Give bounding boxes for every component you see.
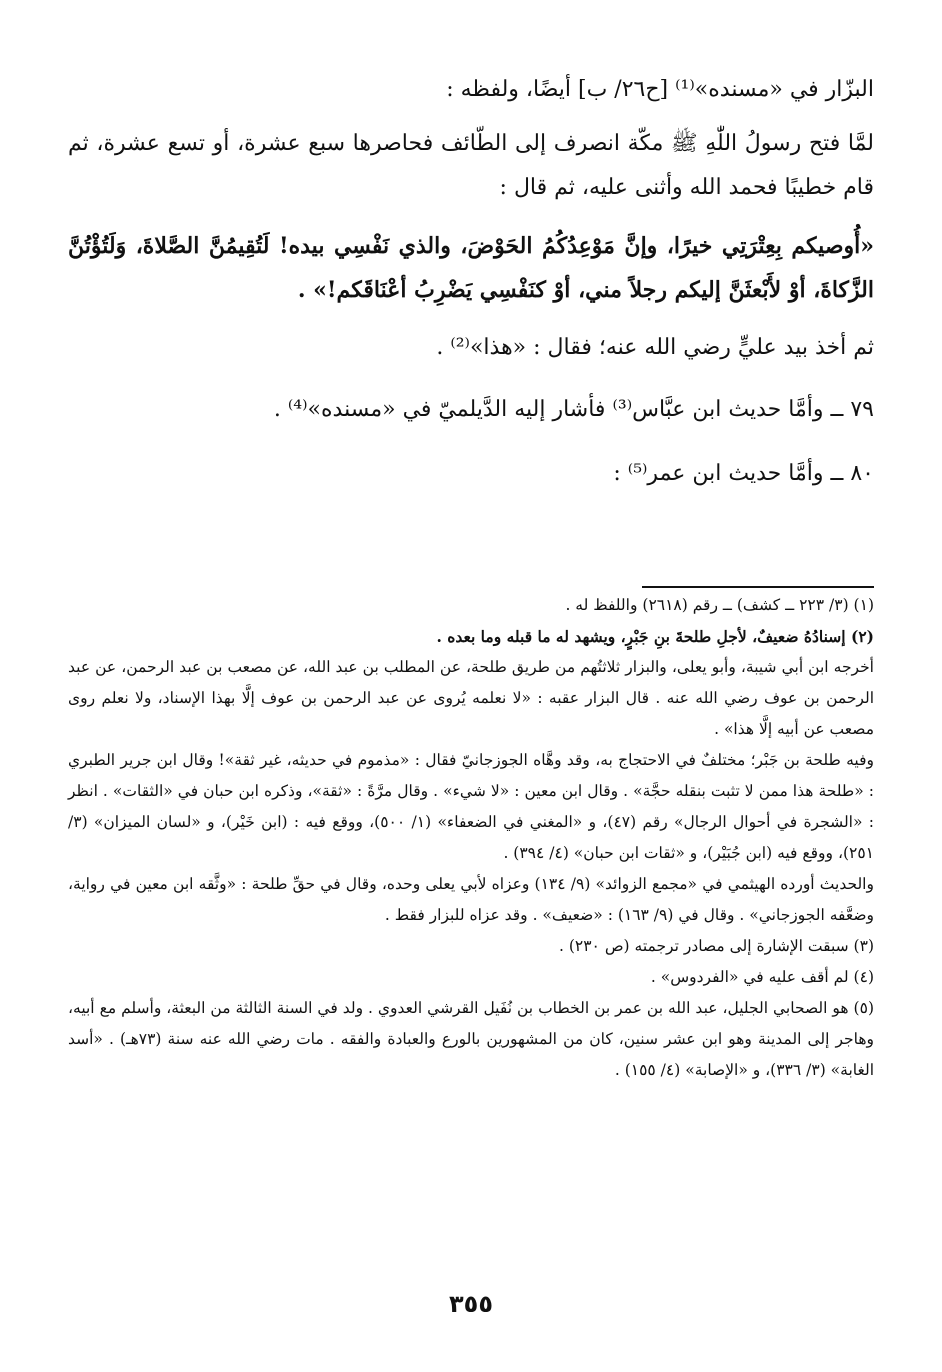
hadith-item-79: ٧٩ ــ وأمَّا حديث ابن عبَّاس⁽³⁾ فأشار إليه الدَّيلميّ في «مسنده»⁽⁴⁾ .	[273, 397, 874, 422]
footnote-separator	[642, 586, 874, 588]
after-quote-line: ثم أخذ بيد عليٍّ رضي الله عنه؛ فقال : «هذا»⁽²⁾ .	[436, 335, 874, 360]
footnote-2-sources: أخرجه ابن أبي شيبة، وأبو يعلى، والبزار ثلاثتُهم من طريق طلحة، عن المطلب بن عبد الله، عن مصعب بن عبد الرحمن، عن عبد الرحمن بن عوف رضي الله عنه . قال البزار عقبه : «لا نعلمه يُروى عن عبد الرحمن بن عوف إلَّا بهذا الإسناد، ولا نعلم روى مصعب عن أبيه إلَّا هذا» .	[68, 658, 874, 738]
footnotes	[68, 586, 874, 1086]
hadith-quote: «أُوصيكم بِعِتْرَتِي خيرًا، وإنَّ مَوْعِدُكُمُ الحَوْضَ، والذي نَفْسِي بيده! لَتُقِيمُنَّ الصَّلاةَ، وَلَتُؤْتُنَّ الزَّكاةَ، أوْ لأَبْعثَنَّ إليكم رجلاً مني، أوْ كنَفْسِي يَضْرِبُ أعْنَاقَكم!» .	[68, 233, 874, 303]
footnote-2: (٢) إسنادُهُ ضعيفٌ، لأجلِ طلحةَ بنِ جَبْرٍ، ويشهد له ما قبله وما بعده .	[436, 627, 874, 646]
footnote-2-haythami: والحديث أورده الهيثمي في «مجمع الزوائد» (٩/ ١٣٤) وعزاه لأبي يعلى وحده، وقال في حقِّ طلحة : «وثَّقه ابن معين في رواية، وضعَّفه الجوزجاني» . وقال في (٩/ ١٦٣) : «ضعيف» . وقد عزاه للبزار فقط .	[68, 875, 874, 924]
footnote-5: (٥) هو الصحابي الجليل، عبد الله بن عمر بن الخطاب بن نُفَيل القرشي العدوي . ولد في السنة الثالثة من البعثة، وأسلم مع أبيه، وهاجر إلى المدينة وهو ابن عشر سنين، كان من المشهورين بالورع والعبادة والفقه . مات رضي الله عنه سنة (٧٣هـ) . «أسد الغابة» (٣/ ٣٣٦)، و «الإصابة» (٤/ ١٥٥) .	[68, 999, 874, 1079]
footnote-1: (١) (٣/ ٢٢٣ ــ كشف) ــ رقم (٢٦١٨) واللفظ له .	[565, 596, 874, 614]
hadith-narrative: لمَّا فتح رسولُ اللّٰهِ ﷺ مكّة انصرف إلى الطّائف فحاصرها سبع عشرة، أو تسع عشرة، ثم قام خطيبًا فحمد الله وأثنى عليه، ثم قال :	[68, 131, 874, 200]
page-number: ٣٥٥	[449, 1290, 493, 1318]
intro-line: البزّار في «مسنده»⁽¹⁾ [ح٢٦/ ب] أيضًا، ولفظه :	[446, 77, 874, 102]
hadith-item-80: ٨٠ ــ وأمَّا حديث ابن عمر⁽⁵⁾ :	[613, 461, 874, 486]
main-text	[68, 68, 874, 496]
footnote-4: (٤) لم أقف عليه في «الفردوس» .	[650, 968, 874, 986]
footnote-3: (٣) سبقت الإشارة إلى مصادر ترجمته (ص ٢٣٠) .	[559, 937, 874, 955]
footnote-2-narrator: وفيه طلحة بن جَبْر؛ مختلفٌ في الاحتجاج به، وقد وهَّاه الجوزجانيّ فقال : «مذموم في حديثه، غير ثقة»! وقال ابن جرير الطبري : «طلحة هذا ممن لا تثبت بنقله حجَّة» . وقال ابن معين : «لا شيء» . وقال مرَّةً : «ثقة»، وذكره ابن حبان في «الثقات» . انظر : «الشجرة في أحوال الرجال» رقم (٤٧)، و «المغني في الضعفاء» (١/ ٥٠٠)، ووقع فيه : (ابن خَيْر)، و «لسان الميزان» (٣/ ٢٥١)، ووقع فيه (ابن جُبَيْر)، و «ثقات ابن حبان» (٤/ ٣٩٤) .	[68, 751, 875, 862]
